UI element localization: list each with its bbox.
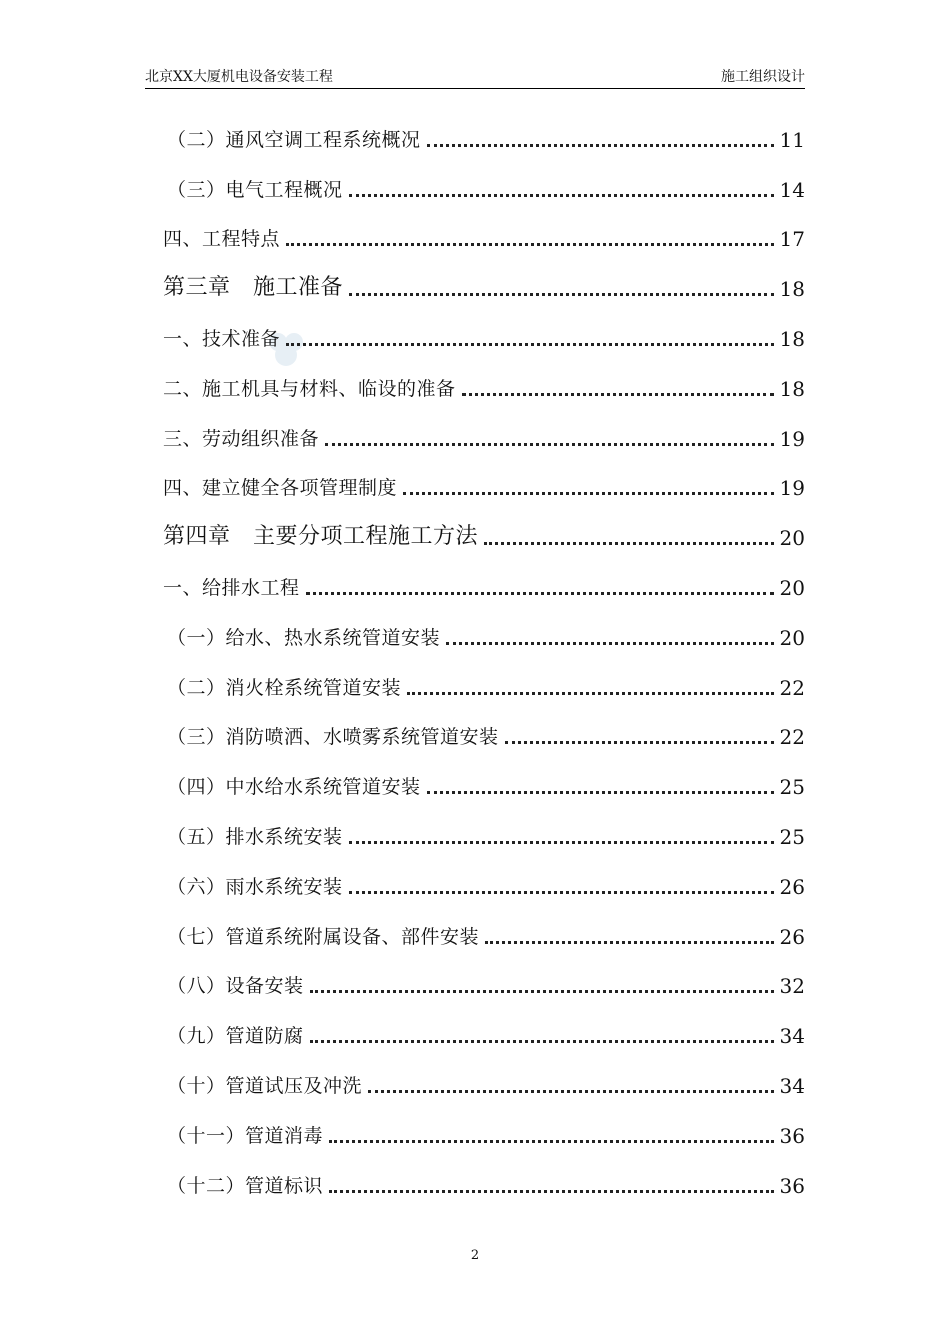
toc-entry-label: 三、劳动组织准备 bbox=[163, 427, 320, 450]
toc-leader-dots bbox=[446, 642, 774, 645]
toc-entry[interactable] bbox=[163, 769, 805, 819]
toc-entry-label: （四）中水给水系统管道安装 bbox=[167, 776, 421, 799]
header-document-type: 施工组织设计 bbox=[721, 69, 805, 85]
toc-entry[interactable] bbox=[163, 520, 805, 570]
toc-entry-label: 四、工程特点 bbox=[163, 228, 281, 251]
toc-entry-page: 18 bbox=[779, 376, 805, 401]
toc-leader-dots bbox=[349, 194, 774, 197]
toc-entry[interactable] bbox=[163, 869, 805, 919]
toc-leader-dots bbox=[310, 1040, 774, 1043]
toc-entry-label: 四、建立健全各项管理制度 bbox=[163, 477, 398, 500]
toc-entry-page: 11 bbox=[779, 127, 805, 152]
toc-entry-page: 25 bbox=[779, 775, 805, 800]
toc-leader-dots bbox=[485, 941, 774, 944]
toc-entry-label: （五）排水系统安装 bbox=[167, 825, 343, 848]
toc-entry-page: 19 bbox=[779, 476, 805, 501]
toc-entry[interactable] bbox=[163, 122, 805, 172]
toc-leader-dots bbox=[329, 1140, 774, 1143]
toc-entry-page: 17 bbox=[779, 227, 805, 252]
toc-entry-label: （二）通风空调工程系统概况 bbox=[167, 128, 421, 151]
toc-entry[interactable] bbox=[163, 421, 805, 471]
toc-entry-page: 36 bbox=[779, 1173, 805, 1198]
toc-entry[interactable] bbox=[163, 670, 805, 720]
toc-entry-page: 25 bbox=[779, 824, 805, 849]
toc-entry-label: 一、给排水工程 bbox=[163, 576, 300, 599]
toc-entry-label: （十二）管道标识 bbox=[167, 1174, 324, 1197]
toc-leader-dots bbox=[427, 791, 774, 794]
toc-entry[interactable] bbox=[163, 919, 805, 969]
toc-entry-page: 18 bbox=[779, 277, 805, 302]
toc-leader-dots bbox=[407, 692, 774, 695]
toc-entry[interactable] bbox=[163, 1068, 805, 1118]
toc-leader-dots bbox=[505, 741, 774, 744]
toc-entry-label: （七）管道系统附属设备、部件安装 bbox=[167, 925, 480, 948]
toc-leader-dots bbox=[306, 592, 774, 595]
toc-leader-dots bbox=[349, 841, 774, 844]
page-header bbox=[145, 66, 805, 89]
toc-leader-dots bbox=[286, 343, 774, 346]
toc-leader-dots bbox=[349, 293, 774, 296]
toc-entry-label: （八）设备安装 bbox=[167, 975, 304, 998]
toc-entry[interactable] bbox=[163, 620, 805, 670]
toc-entry-label: 第四章 主要分项工程施工方法 bbox=[163, 524, 479, 550]
toc-entry[interactable] bbox=[163, 819, 805, 869]
toc-entry[interactable] bbox=[163, 1118, 805, 1168]
toc-entry[interactable] bbox=[163, 222, 805, 272]
toc-entry-label: 第三章 施工准备 bbox=[163, 275, 344, 301]
toc-leader-dots bbox=[403, 492, 774, 495]
toc-leader-dots bbox=[310, 990, 774, 993]
toc-entry-page: 26 bbox=[779, 924, 805, 949]
toc-entry-page: 19 bbox=[779, 426, 805, 451]
toc-entry[interactable] bbox=[163, 321, 805, 371]
toc-entry-label: （一）给水、热水系统管道安装 bbox=[167, 626, 441, 649]
toc-entry-label: （九）管道防腐 bbox=[167, 1025, 304, 1048]
toc-entry-label: 一、技术准备 bbox=[163, 327, 281, 350]
toc-entry-label: （十一）管道消毒 bbox=[167, 1124, 324, 1147]
toc-entry[interactable] bbox=[163, 371, 805, 421]
toc-entry-page: 20 bbox=[779, 575, 805, 600]
toc-leader-dots bbox=[286, 243, 774, 246]
toc-entry-page: 14 bbox=[779, 177, 805, 202]
toc-entry-label: （三）消防喷洒、水喷雾系统管道安装 bbox=[167, 726, 499, 749]
toc-leader-dots bbox=[349, 891, 774, 894]
toc-leader-dots bbox=[484, 542, 774, 545]
toc-leader-dots bbox=[368, 1090, 774, 1093]
table-of-contents bbox=[163, 122, 805, 1218]
toc-entry-page: 22 bbox=[779, 675, 805, 700]
toc-entry[interactable] bbox=[163, 471, 805, 521]
toc-entry[interactable] bbox=[163, 271, 805, 321]
header-project-title: 北京XX大厦机电设备安装工程 bbox=[145, 69, 333, 85]
toc-entry-page: 34 bbox=[779, 1073, 805, 1098]
toc-entry-page: 32 bbox=[779, 974, 805, 999]
toc-entry-label: （十）管道试压及冲洗 bbox=[167, 1074, 363, 1097]
toc-entry-page: 22 bbox=[779, 725, 805, 750]
toc-leader-dots bbox=[329, 1190, 774, 1193]
toc-entry[interactable] bbox=[163, 720, 805, 770]
toc-leader-dots bbox=[325, 443, 774, 446]
toc-leader-dots bbox=[462, 393, 774, 396]
page-number: 2 bbox=[470, 1248, 480, 1263]
toc-entry-page: 34 bbox=[779, 1024, 805, 1049]
toc-entry[interactable] bbox=[163, 1018, 805, 1068]
toc-entry[interactable] bbox=[163, 570, 805, 620]
toc-entry[interactable] bbox=[163, 1168, 805, 1218]
toc-entry-page: 18 bbox=[779, 326, 805, 351]
toc-entry-label: （三）电气工程概况 bbox=[167, 178, 343, 201]
toc-leader-dots bbox=[427, 144, 774, 147]
toc-entry-page: 20 bbox=[779, 625, 805, 650]
toc-entry[interactable] bbox=[163, 969, 805, 1019]
toc-entry[interactable] bbox=[163, 172, 805, 222]
toc-entry-page: 36 bbox=[779, 1123, 805, 1148]
toc-entry-label: （二）消火栓系统管道安装 bbox=[167, 676, 402, 699]
toc-entry-label: 二、施工机具与材料、临设的准备 bbox=[163, 377, 456, 400]
toc-entry-label: （六）雨水系统安装 bbox=[167, 875, 343, 898]
toc-entry-page: 20 bbox=[779, 526, 805, 551]
toc-entry-page: 26 bbox=[779, 874, 805, 899]
